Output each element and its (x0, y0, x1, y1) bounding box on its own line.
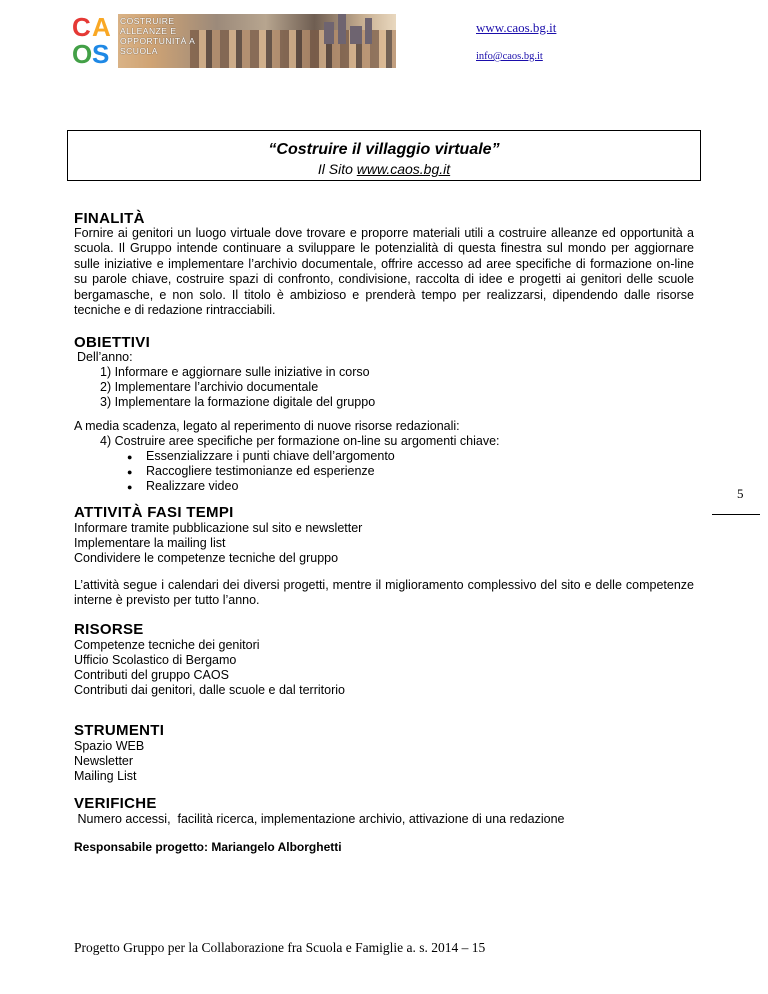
attivita-line-1: Informare tramite pubblicazione sul sito e newsletter (74, 521, 363, 535)
attivita-line-2: Implementare la mailing list (74, 536, 226, 550)
strumenti-line-3: Mailing List (74, 769, 137, 783)
attivita-heading: ATTIVITÀ FASI TEMPI (74, 504, 234, 521)
finalita-heading: FINALITÀ (74, 210, 145, 227)
logo-skyline (320, 14, 376, 44)
risorse-heading: RISORSE (74, 621, 144, 638)
obiettivi-item-4: 4) Costruire aree specifiche per formazione on-line su argomenti chiave: (100, 434, 500, 448)
risorse-line-1: Competenze tecniche dei genitori (74, 638, 260, 652)
strumenti-line-2: Newsletter (74, 754, 134, 768)
obiettivi-bullet-2: Raccogliere testimonianze ed esperienze (146, 464, 375, 478)
site-link[interactable]: www.caos.bg.it (476, 20, 557, 35)
responsabile-line: Responsabile progetto: Mariangelo Alborghetti (74, 840, 342, 854)
attivita-line-3: Condividere le competenze tecniche del gruppo (74, 551, 339, 565)
obiettivi-mid-intro: A media scadenza, legato al reperimento di nuove risorse redazionali: (74, 419, 460, 433)
finalita-text: Fornire ai genitori un luogo virtuale dove trovare e proporre materiali utili a costruire alleanze ed opportunità a scuola. Il Gruppo intende continuare a sviluppare le potenzialità di questa finestra sul mondo per aggiornare sulle iniziative e implementare l’archivio documentale, offrire accesso ad aree specifiche di formazione on-line su parole chiave, costruire spazi di confronto, condivisione, raccolta di idee e progetti ai genitori delle scuole bergamasche, e non solo. Il titolo è ambizioso e prenderà tempo per realizzarsi, dipendendo dalle risorse tecniche e di redazione rintracciabili. (74, 226, 694, 318)
obiettivi-bullet-3: Realizzare video (146, 479, 239, 493)
email-link[interactable]: info@caos.bg.it (476, 51, 543, 62)
page-footer: Progetto Gruppo per la Collaborazione fra Scuola e Famiglie a. s. 2014 – 15 (74, 940, 486, 955)
title-box (67, 130, 701, 181)
obiettivi-item-3: 3) Implementare la formazione digitale del gruppo (100, 395, 376, 409)
caos-logo (70, 14, 396, 68)
bullet-icon: ● (127, 452, 133, 462)
strumenti-line-1: Spazio WEB (74, 739, 145, 753)
page-number-rule (712, 514, 760, 515)
obiettivi-item-1: 1) Informare e aggiornare sulle iniziative in corso (100, 365, 370, 379)
strumenti-heading: STRUMENTI (74, 722, 165, 739)
verifiche-heading: VERIFICHE (74, 795, 157, 812)
risorse-line-4: Contributi dai genitori, dalle scuole e dal territorio (74, 683, 345, 697)
page-subtitle: Il Sito www.caos.bg.it (317, 161, 451, 177)
page-number: 5 (737, 486, 744, 501)
obiettivi-bullet-1: Essenzializzare i punti chiave dell’argomento (146, 449, 395, 463)
risorse-line-2: Ufficio Scolastico di Bergamo (74, 653, 237, 667)
bullet-icon: ● (127, 467, 133, 477)
logo-wordmark: COSTRUIRE ALLEANZE E OPPORTUNITÀ A SCUOLA (120, 16, 196, 56)
verifiche-text: Numero accessi, facilità ricerca, implementazione archivio, attivazione di una redazione (74, 812, 565, 826)
subtitle-site-link[interactable]: www.caos.bg.it (356, 161, 451, 177)
obiettivi-intro: Dell’anno: (77, 350, 133, 364)
logo-caos-letters: C A O S (70, 14, 118, 68)
obiettivi-heading: OBIETTIVI (74, 334, 151, 351)
obiettivi-item-2: 2) Implementare l’archivio documentale (100, 380, 319, 394)
attivita-text: L’attività segue i calendari dei diversi progetti, mentre il miglioramento complessivo del sito e delle competenze interne è previsto per tutto l’anno. (74, 578, 694, 608)
risorse-line-3: Contributi del gruppo CAOS (74, 668, 229, 682)
page-title: “Costruire il villaggio virtuale” (268, 141, 500, 158)
bullet-icon: ● (127, 482, 133, 492)
